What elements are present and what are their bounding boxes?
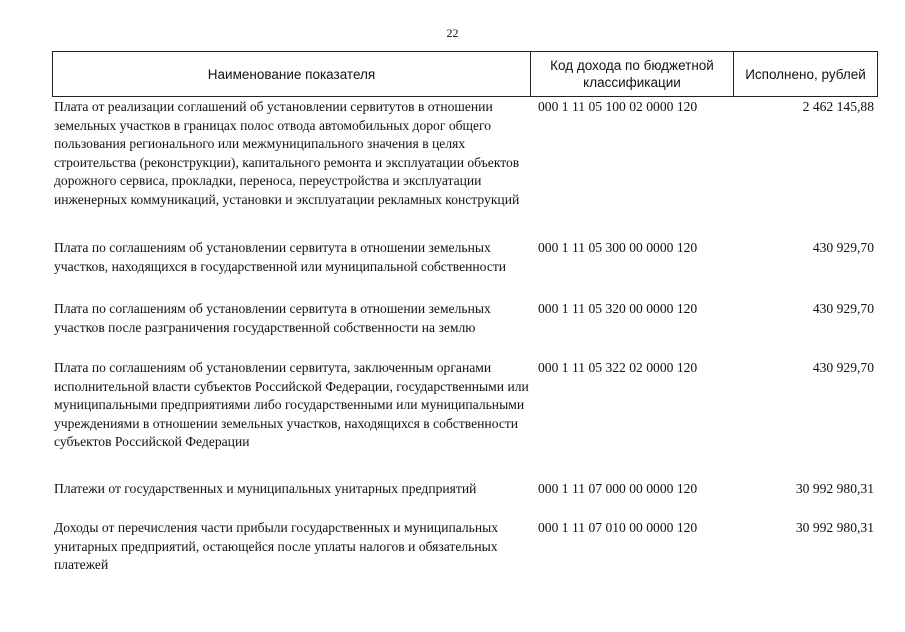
row-value: 2 462 145,88 xyxy=(802,99,874,114)
table-row xyxy=(52,98,878,239)
row-value: 430 929,70 xyxy=(812,360,874,375)
row-code: 000 1 11 05 100 02 0000 120 xyxy=(538,99,698,114)
header-code: Код дохода по бюджетной классификации xyxy=(531,52,734,96)
table-row xyxy=(52,300,878,359)
row-name: Платежи от государственных и муниципальных унитарных предприятий xyxy=(54,481,477,496)
row-value: 30 992 980,31 xyxy=(795,520,874,535)
row-name: Плата по соглашениям об установлении сервитута в отношении земельных участков, находящихся в государственной или муниципальной собственности xyxy=(54,240,507,274)
row-name: Плата от реализации соглашений об установлении сервитутов в отношении земельных участков в границах полос отвода автомобильных дорог общего пользования регионального или межмуниципального значения в целях строительства (реконструкции), капитального ремонта и эксплуатации объектов дорожного сервиса, прокладки, переноса, переустройства и эксплуатации инженерных коммуникаций, установки и эксплуатации рекламных конструкций xyxy=(54,99,520,207)
table-row xyxy=(52,359,878,480)
row-code: 000 1 11 07 010 00 0000 120 xyxy=(538,520,698,535)
row-value: 430 929,70 xyxy=(812,301,874,316)
table-row xyxy=(52,239,878,300)
header-value: Исполнено, рублей xyxy=(745,66,866,82)
table-header xyxy=(52,51,878,97)
row-code: 000 1 11 05 322 02 0000 120 xyxy=(538,360,698,375)
row-name: Плата по соглашениям об установлении сервитута, заключенным органами исполнительной власти субъектов Российской Федерации, государственными или муниципальными предприятиями либо государственными или муниципальными учреждениями в отношении земельных участков, находящихся в собственности субъектов Российской Федерации xyxy=(54,360,529,450)
row-value: 430 929,70 xyxy=(812,240,874,255)
table-row xyxy=(52,519,878,579)
row-value: 30 992 980,31 xyxy=(795,481,874,496)
row-name: Доходы от перечисления части прибыли государственных и муниципальных унитарных предприятий, остающейся после уплаты налогов и обязательных платежей xyxy=(54,520,499,573)
table-body xyxy=(52,98,878,579)
page-number: 22 xyxy=(446,26,459,40)
row-code: 000 1 11 07 000 00 0000 120 xyxy=(538,481,698,496)
row-code: 000 1 11 05 300 00 0000 120 xyxy=(538,240,698,255)
header-name: Наименование показателя xyxy=(53,52,531,96)
row-name: Плата по соглашениям об установлении сервитута в отношении земельных участков после разграничения государственной собственности на землю xyxy=(54,301,491,335)
row-code: 000 1 11 05 320 00 0000 120 xyxy=(538,301,698,316)
table-row xyxy=(52,480,878,519)
